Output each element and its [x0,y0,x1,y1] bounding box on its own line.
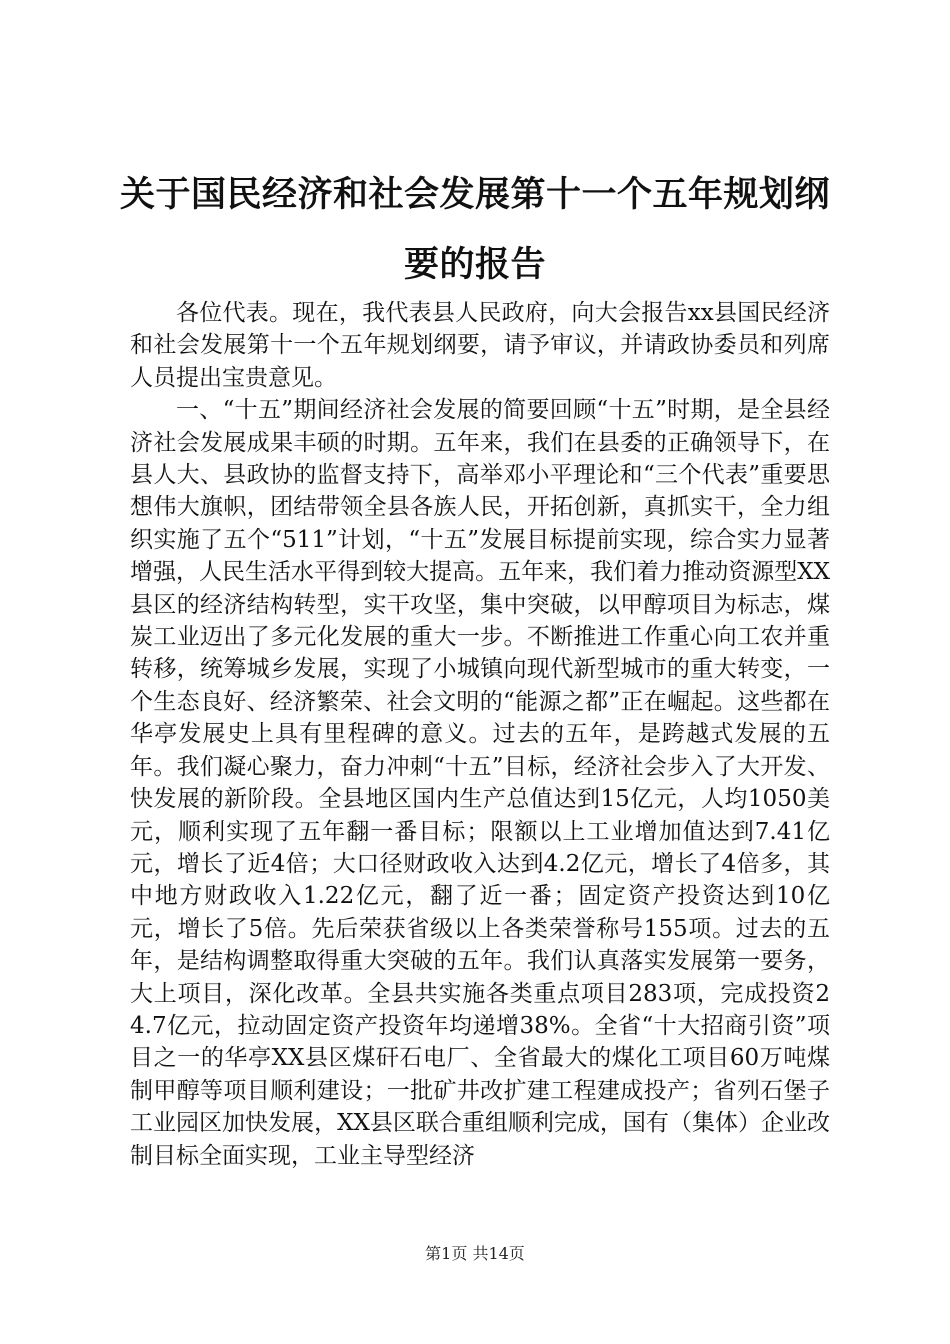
paragraph-intro: 各位代表。现在，我代表县人民政府，向大会报告xx县国民经济和社会发展第十一个五年规划纲要，请予审议，并请政协委员和列席人员提出宝贵意见。 [130,300,830,391]
document-body [130,297,830,1172]
paragraph-review: 一、“十五”期间经济社会发展的简要回顾“十五”时期，是全县经济社会发展成果丰硕的时期。五年来，我们在县委的正确领导下，在县人大、县政协的监督支持下，高举邓小平理论和“三个代表”重要思想伟大旗帜，团结带领全县各族人民，开拓创新，真抓实干，全力组织实施了五个“511”计划，“十五”发展目标提前实现，综合实力显著增强，人民生活水平得到较大提高。五年来，我们着力推动资源型XX县区的经济结构转型，实干攻坚，集中突破，以甲醇项目为标志，煤炭工业迈出了多元化发展的重大一步。不断推进工作重心向工农并重转移，统筹城乡发展，实现了小城镇向现代新型城市的重大转变，一个生态良好、经济繁荣、社会文明的“能源之都”正在崛起。这些都在华亭发展史上具有里程碑的意义。过去的五年，是跨越式发展的五年。我们凝心聚力，奋力冲刺“十五”目标，经济社会步入了大开发、快发展的新阶段。全县地区国内生产总值达到15亿元，人均1050美元，顺利实现了五年翻一番目标；限额以上工业增加值达到7.41亿元，增长了近4倍；大口径财政收入达到4.2亿元，增长了4倍多，其中地方财政收入1.22亿元，翻了近一番；固定资产投资达到10亿元，增长了5倍。先后荣获省级以上各类荣誉称号155项。过去的五年，是结构调整取得重大突破的五年。我们认真落实发展第一要务，大上项目，深化改革。全县共实施各类重点项目283项，完成投资24.7亿元，拉动固定资产投资年均递增38%。全省“十大招商引资”项目之一的华亭XX县区煤矸石电厂、全省最大的煤化工项目60万吨煤制甲醇等项目顺利建设；一批矿井改扩建工程建成投产；省列石堡子工业园区加快发展，XX县区联合重组顺利完成，国有（集体）企业改制目标全面实现，工业主导型经济 [130,397,830,1169]
page-footer: 第1页 共14页 [425,1244,525,1263]
document-title: 关于国民经济和社会发展第十一个五年规划纲要的报告 [119,175,830,285]
